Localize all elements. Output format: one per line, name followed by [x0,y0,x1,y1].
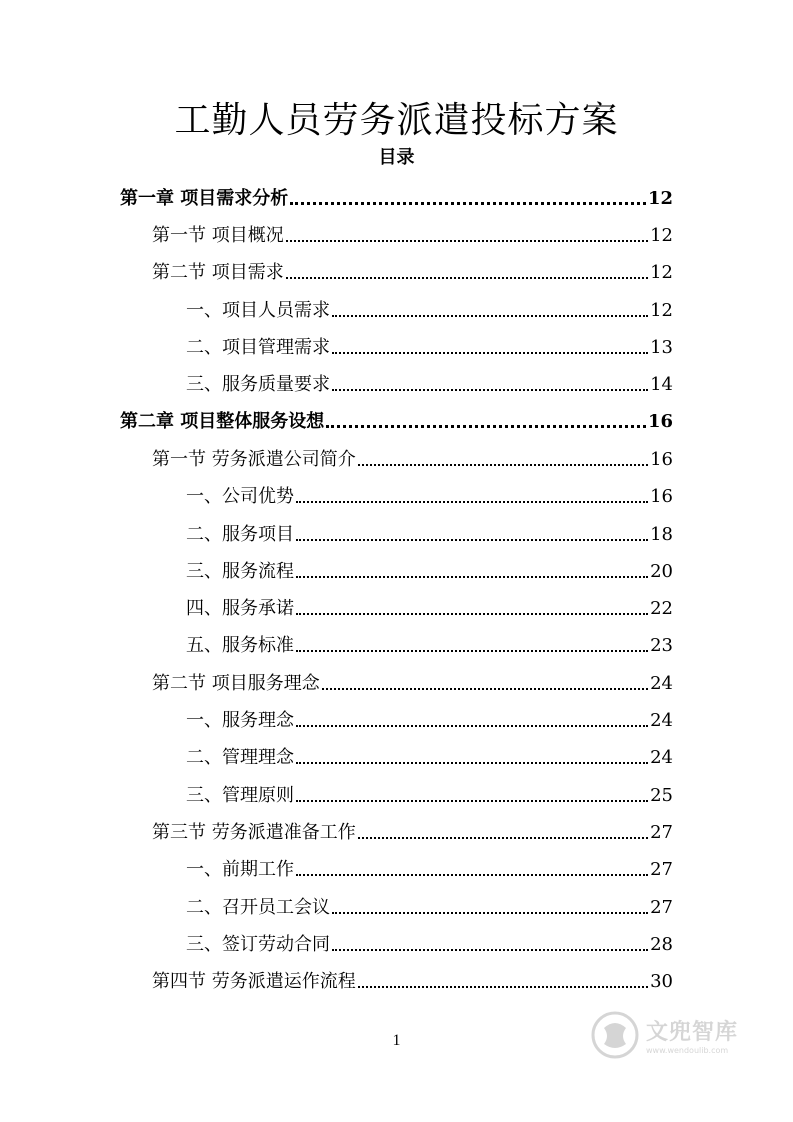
toc-entry-label: 一、服务理念 [186,710,294,731]
toc-leader [326,425,646,428]
toc-entry[interactable] [186,777,673,807]
toc-entry-page: 12 [650,300,673,321]
watermark-brand-url: www.wendoulib.com [646,1046,729,1055]
toc-leader [296,576,648,578]
toc-entry-label: 第一章 项目需求分析 [120,188,289,209]
toc-entry-page: 12 [647,188,673,209]
toc-leader [358,464,648,466]
toc-entry-label: 第二节 项目需求 [152,262,284,283]
toc-leader [332,949,648,951]
toc-entry-page: 25 [650,785,673,806]
toc-entry[interactable] [186,292,673,322]
toc-entry[interactable] [152,441,673,471]
toc-entry-page: 24 [650,747,673,768]
toc-leader [296,613,648,615]
page-number: 1 [392,1032,401,1049]
toc-entry-page: 27 [650,822,673,843]
toc-entry[interactable] [186,329,673,359]
toc-leader [332,912,648,914]
toc-entry-page: 13 [650,337,673,358]
toc-entry-page: 24 [650,710,673,731]
toc-entry-label: 五、服务标准 [186,635,294,656]
toc-entry-label: 三、管理原则 [186,785,294,806]
toc-leader [358,837,648,839]
toc-entry-label: 二、召开员工会议 [186,897,330,918]
toc-entry-label: 三、签订劳动合同 [186,934,330,955]
toc-entry[interactable] [186,702,673,732]
toc-entry-page: 24 [650,673,673,694]
toc-entry-page: 20 [650,561,673,582]
toc-entry-page: 14 [650,374,673,395]
toc-entry[interactable] [186,851,673,881]
toc-entry-label: 第三节 劳务派遣准备工作 [152,822,356,843]
toc-leader [290,202,646,205]
toc-entry[interactable] [152,814,673,844]
toc-entry[interactable] [152,217,673,247]
toc-entry[interactable] [120,403,673,433]
toc-leader [332,315,648,317]
toc-heading: 目录 [378,147,415,168]
wendou-logo-icon [590,1010,640,1060]
toc-entry-label: 一、项目人员需求 [186,300,330,321]
toc-entry-page: 27 [650,897,673,918]
toc-entry-page: 18 [650,524,673,545]
toc-entry[interactable] [186,926,673,956]
toc-entry-page: 16 [650,449,673,470]
toc-leader [358,986,648,988]
toc-leader [296,539,648,541]
toc-entry-page: 23 [650,635,673,656]
toc-entry-label: 第四节 劳务派遣运作流程 [152,971,356,992]
toc-entry-label: 二、项目管理需求 [186,337,330,358]
toc-leader [296,501,648,503]
toc-entry-label: 第二节 项目服务理念 [152,673,320,694]
toc-entry-page: 12 [650,262,673,283]
document-title: 工勤人员劳务派遣投标方案 [174,100,619,141]
toc-leader [286,240,648,242]
watermark [590,1010,738,1060]
toc-entry[interactable] [186,366,673,396]
toc-leader [322,688,648,690]
toc-leader [296,650,648,652]
toc-entry-label: 四、服务承诺 [186,598,294,619]
watermark-brand-name: 文兜智库 [646,1020,739,1045]
toc-entry[interactable] [186,739,673,769]
toc-entry[interactable] [186,516,673,546]
toc-entry-page: 16 [647,411,673,432]
toc-entry-label: 第一节 劳务派遣公司简介 [152,449,356,470]
toc-entry-label: 第一节 项目概况 [152,225,284,246]
toc-leader [332,389,648,391]
toc-entry[interactable] [186,627,673,657]
toc-entry-label: 三、服务质量要求 [186,374,330,395]
toc-leader [296,762,648,764]
toc-entry[interactable] [186,590,673,620]
toc-entry[interactable] [152,665,673,695]
toc-entry-page: 28 [650,934,673,955]
toc-entry[interactable] [186,553,673,583]
toc-entry-label: 第二章 项目整体服务设想 [120,411,325,432]
toc-leader [332,352,648,354]
toc-entry[interactable] [186,889,673,919]
toc-entry[interactable] [152,254,673,284]
toc-entry-page: 22 [650,598,673,619]
toc-entry-page: 30 [650,971,673,992]
toc-leader [286,277,648,279]
toc-entry-page: 16 [650,486,673,507]
toc-entry[interactable] [120,180,673,210]
toc-entry-label: 一、公司优势 [186,486,294,507]
toc-leader [296,800,648,802]
toc-entry[interactable] [186,478,673,508]
toc-entry-page: 12 [650,225,673,246]
toc-leader [296,725,648,727]
toc-entry-label: 一、前期工作 [186,859,294,880]
toc-entry-label: 二、管理理念 [186,747,294,768]
toc-entry[interactable] [152,963,673,993]
toc-entry-label: 三、服务流程 [186,561,294,582]
toc-leader [296,874,648,876]
toc-entry-label: 二、服务项目 [186,524,294,545]
toc-entry-page: 27 [650,859,673,880]
